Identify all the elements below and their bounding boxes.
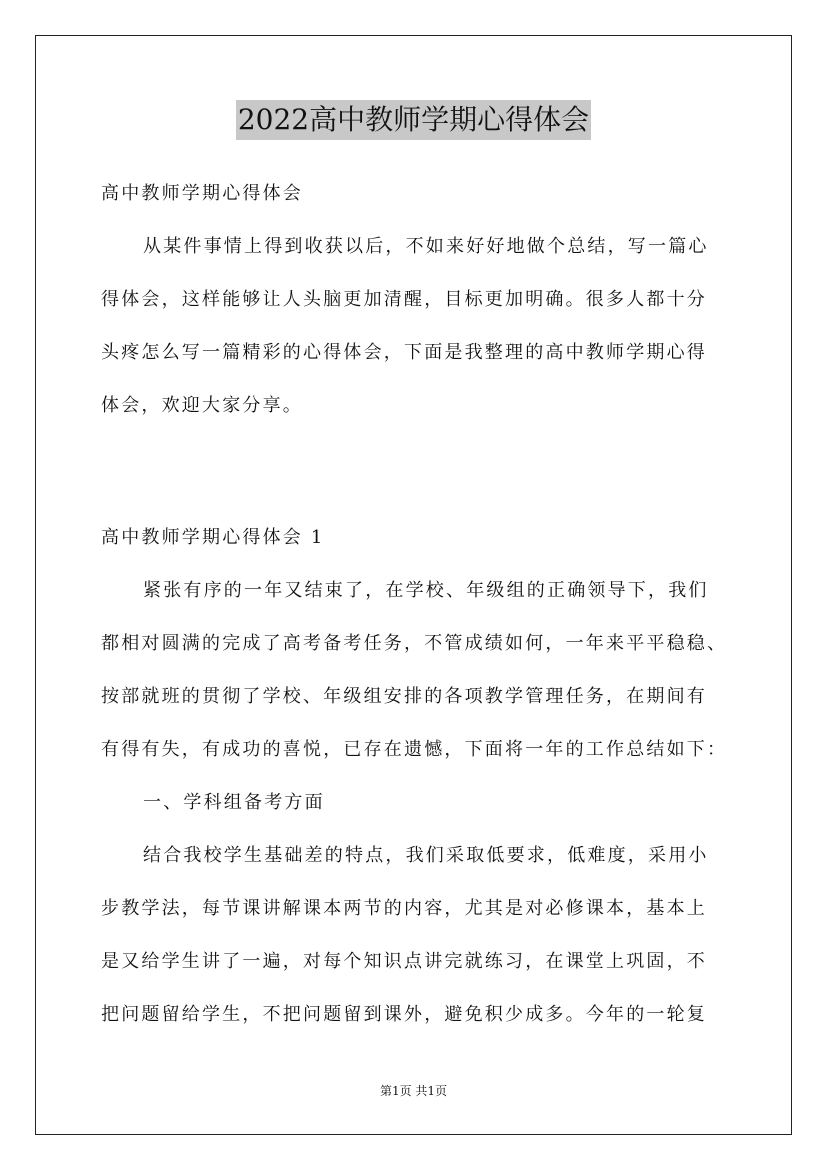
para1-line-1: 紧张有序的一年又结束了，在学校、年级组的正确领导下，我们 — [143, 580, 709, 601]
para2-line-3: 是又给学生讲了一遍，对每个知识点讲完就练习，在课堂上巩固，不 — [101, 951, 707, 972]
para2-line-2: 步教学法，每节课讲解课本两节的内容，尤其是对必修课本，基本上 — [101, 898, 707, 919]
intro-line-1: 从某件事情上得到收获以后，不如来好好地做个总结，写一篇心 — [143, 236, 709, 257]
document-body — [101, 180, 731, 1028]
page-footer — [0, 1082, 827, 1100]
para1-line-4: 有得有失，有成功的喜悦，已存在遗憾，下面将一年的工作总结如下： — [101, 739, 728, 760]
intro-line-3: 头疼怎么写一篇精彩的心得体会，下面是我整理的高中教师学期心得 — [101, 342, 707, 363]
document-subtitle: 高中教师学期心得体会 — [101, 183, 303, 204]
intro-line-4: 体会，欢迎大家分享。 — [101, 395, 303, 416]
intro-line-2: 得体会，这样能够让人头脑更加清醒，目标更加明确。很多人都十分 — [101, 289, 707, 310]
para2-line-1: 结合我校学生基础差的特点，我们采取低要求，低难度，采用小 — [143, 845, 709, 866]
section-title: 高中教师学期心得体会 1 — [101, 527, 325, 548]
para1-line-2: 都相对圆满的完成了高考备考任务，不管成绩如何，一年来平平稳稳、 — [101, 633, 728, 654]
title-container — [0, 100, 827, 140]
subheading: 一、学科组备考方面 — [143, 792, 325, 813]
para2-line-4: 把问题留给学生，不把问题留到课外，避免积少成多。今年的一轮复 — [101, 1004, 707, 1025]
para1-line-3: 按部就班的贯彻了学校、年级组安排的各项教学管理任务，在期间有 — [101, 686, 707, 707]
document-title: 2022高中教师学期心得体会 — [236, 100, 591, 140]
page-number: 第1页 共1页 — [379, 1084, 448, 1098]
